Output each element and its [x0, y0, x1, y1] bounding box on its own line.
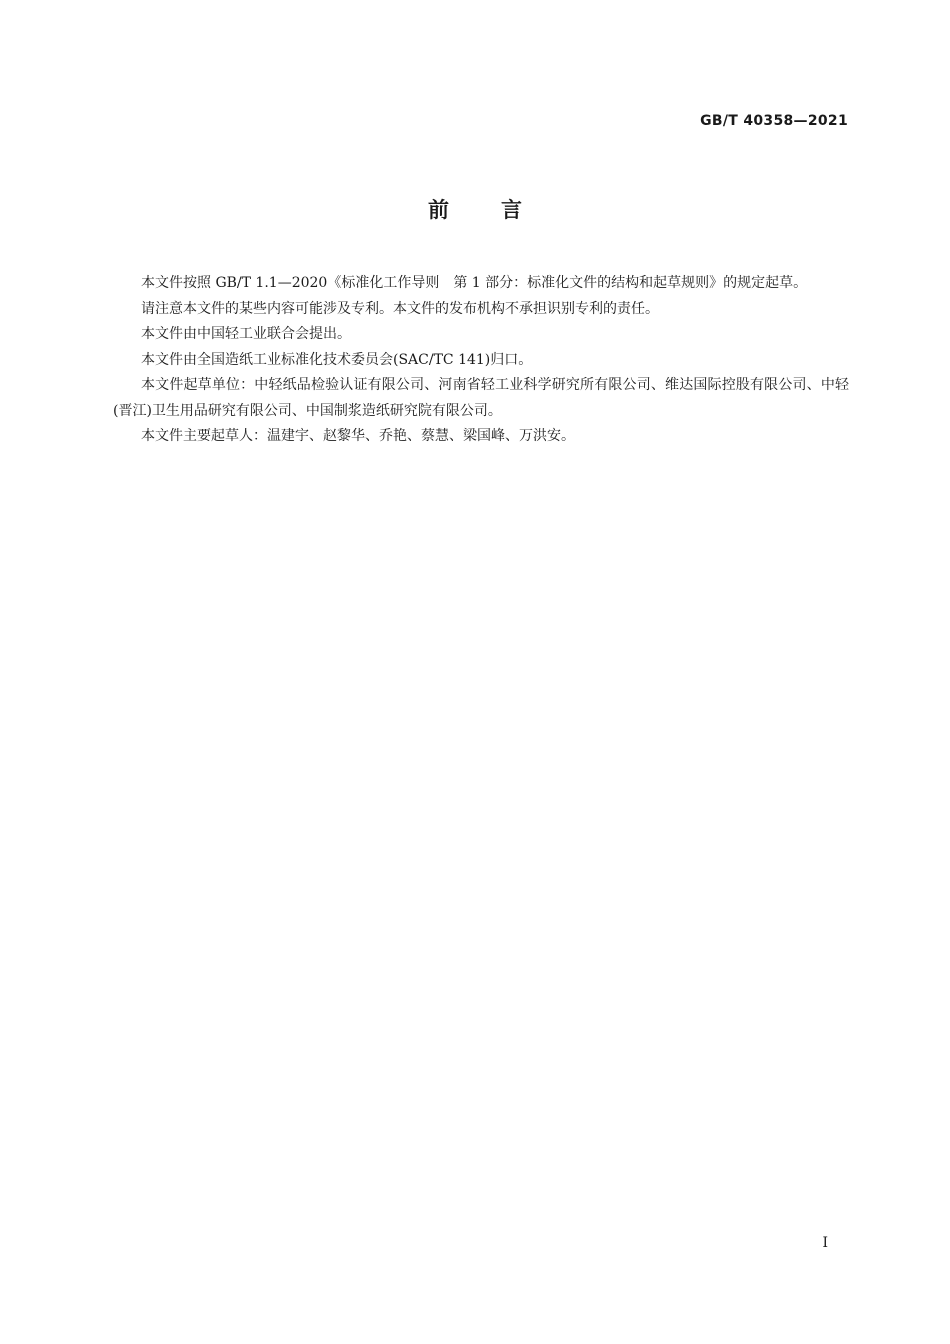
title-char-1: 前	[428, 198, 449, 222]
foreword-body	[113, 271, 849, 450]
paragraph-drafting-units: 本文件起草单位：中轻纸品检验认证有限公司、河南省轻工业科学研究所有限公司、维达国际控股有限公司、中轻(晋江)卫生用品研究有限公司、中国制浆造纸研究院有限公司。	[113, 377, 849, 419]
paragraph-drafting-rules: 本文件按照 GB/T 1.1—2020《标准化工作导则 第 1 部分：标准化文件的结构和起草规则》的规定起草。	[141, 275, 808, 291]
page-number: I	[822, 1235, 828, 1251]
paragraph-proposed-by: 本文件由中国轻工业联合会提出。	[141, 326, 351, 342]
title-char-2: 言	[501, 198, 522, 222]
page-title	[0, 194, 950, 224]
paragraph-main-drafters: 本文件主要起草人：温建宇、赵黎华、乔艳、蔡慧、梁国峰、万洪安。	[141, 428, 575, 444]
paragraph-patent-notice: 请注意本文件的某些内容可能涉及专利。本文件的发布机构不承担识别专利的责任。	[141, 300, 659, 317]
standard-code: GB/T 40358—2021	[700, 113, 848, 129]
paragraph-technical-committee: 本文件由全国造纸工业标准化技术委员会(SAC/TC 141)归口。	[141, 351, 533, 368]
